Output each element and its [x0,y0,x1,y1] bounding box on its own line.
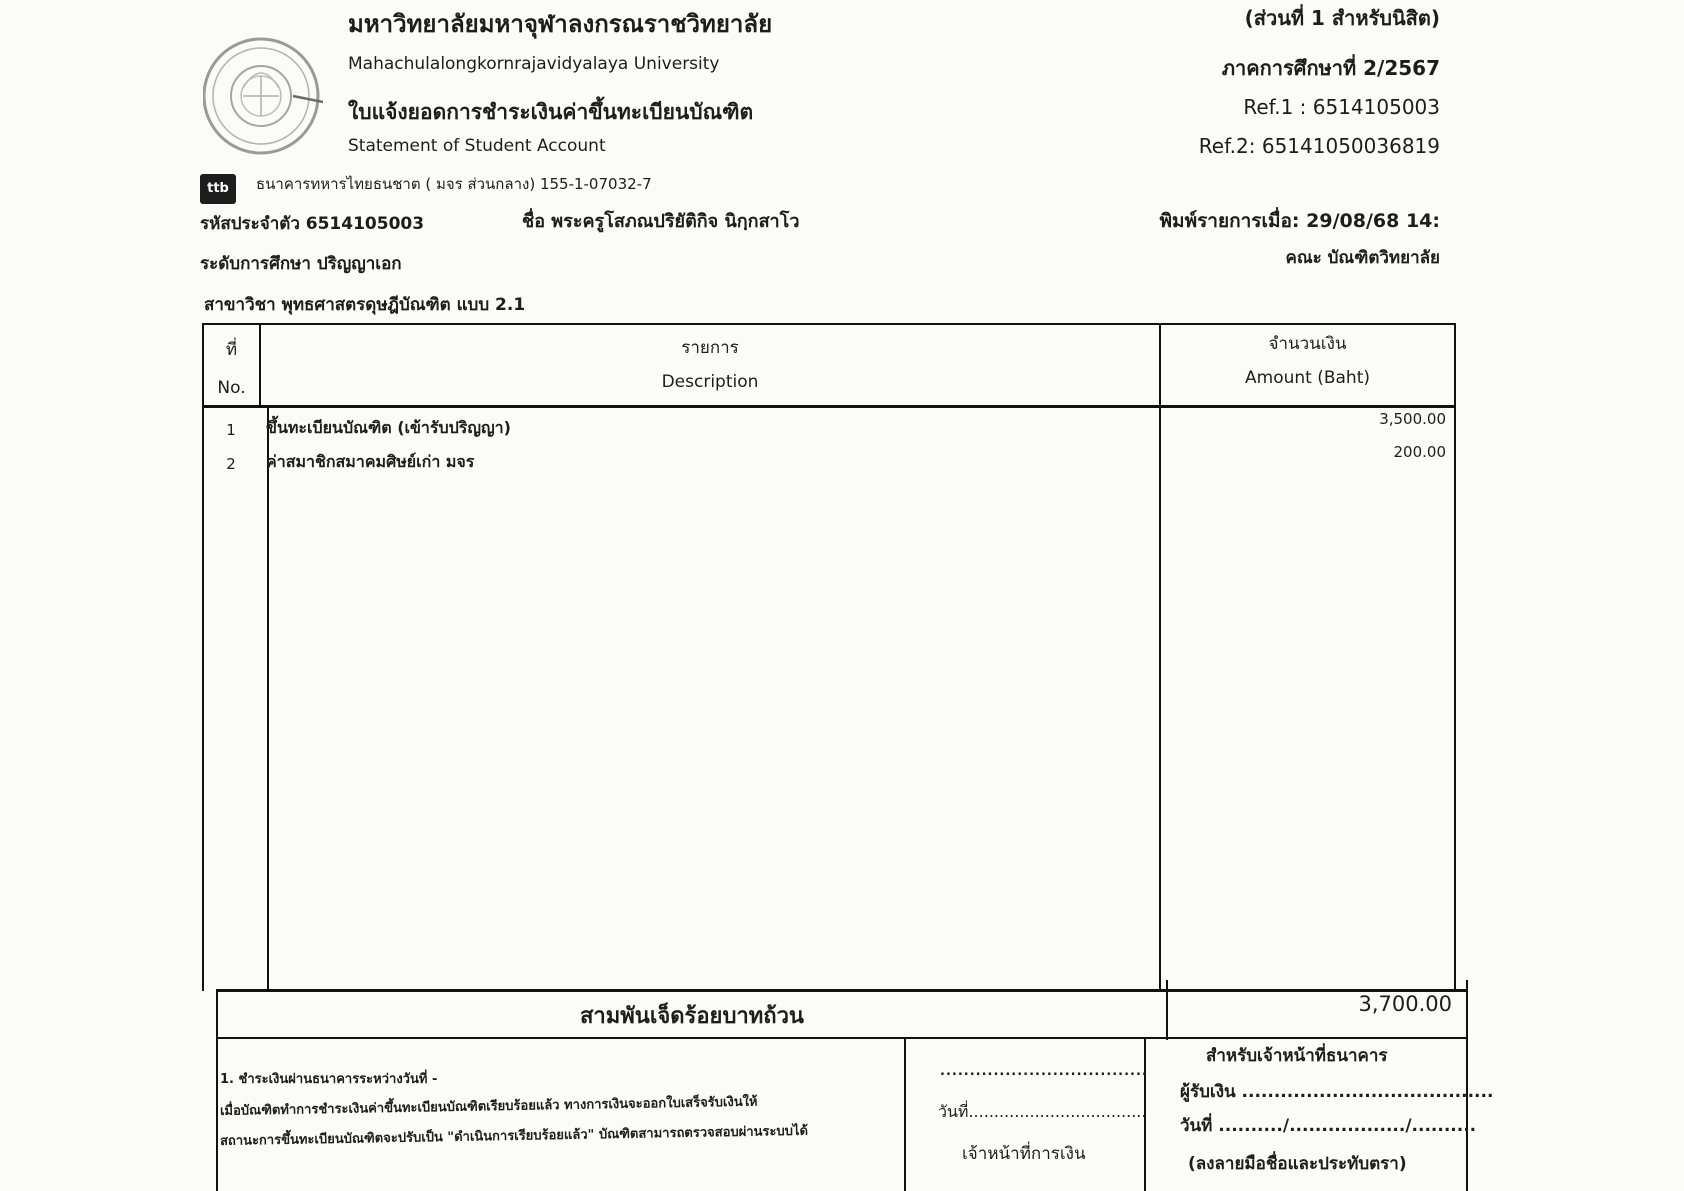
finance-date-line: วันที่................................... [938,1102,1147,1121]
student-name: ชื่อ พระครูโสภณปริยัติกิจ นิกฺกสาโว [522,211,800,232]
reference-1: Ref.1 : 6514105003 [1243,95,1440,119]
academic-term: ภาคการศึกษาที่ 2/2567 [1221,56,1440,80]
bank-signature-instruction: (ลงลายมือชื่อและประทับตรา) [1188,1154,1407,1174]
payment-note-1: 1. ชำระเงินผ่านธนาคารระหว่างวันที่ - [220,1072,438,1087]
finance-signature-line: ................................... [940,1064,1148,1079]
major-program: สาขาวิชา พุทธศาสตรดุษฎีบัณฑิต แบบ 2.1 [204,295,526,315]
row-amount: 200.00 [1393,443,1446,461]
column-header-amount: Amount (Baht) [1245,368,1370,388]
university-name-thai: มหาวิทยาลัยมหาจุฬาลงกรณราชวิทยาลัย [348,9,773,38]
total-in-words: สามพันเจ็ดร้อยบาทถ้วน [580,1003,804,1029]
university-name-english: Mahachulalongkornrajavidyalaya University [348,54,720,74]
bank-account-line: ธนาคารทหารไทยธนชาต ( มจร ส่วนกลาง) 155-1-07032-7 [256,175,652,193]
education-level: ระดับการศึกษา ปริญญาเอก [200,254,402,274]
payment-note-3: สถานะการขึ้นทะเบียนบัณฑิตจะปรับเป็น "ดำเนินการเรียบร้อยแล้ว" บัณฑิตสามารถตรวจสอบผ่านระบบได้ [219,1123,809,1149]
column-header-no-thai: ที่ [225,340,238,360]
column-header-description: Description [661,372,759,392]
university-seal-logo [203,18,323,163]
payment-note-2: เมื่อบัณฑิตทำการชำระเงินค่าขึ้นทะเบียนบัณฑิตเรียบร้อยแล้ว ทางการเงินจะออกใบเสร็จรับเงินให้ [219,1094,758,1119]
faculty: คณะ บัณฑิตวิทยาลัย [1285,248,1440,268]
student-id: รหัสประจำตัว 6514105003 [200,214,425,234]
row-description: ขึ้นทะเบียนบัณฑิต (เข้ารับปริญญา) [266,418,511,437]
row-description: ค่าสมาชิกสมาคมศิษย์เก่า มจร [266,452,475,471]
row-number: 2 [226,455,236,473]
bank-officer-title: สำหรับเจ้าหน้าที่ธนาคาร [1206,1046,1388,1066]
total-amount: 3,700.00 [1358,992,1452,1016]
column-header-description-thai: รายการ [681,338,739,358]
finance-officer-label: เจ้าหน้าที่การเงิน [962,1144,1086,1164]
reference-2: Ref.2: 65141050036819 [1198,134,1440,158]
bank-date-line: วันที่ ........../................../.......... [1180,1116,1477,1136]
printed-timestamp: พิมพ์รายการเมื่อ: 29/08/68 14: [1159,210,1440,232]
bank-receiver-line: ผู้รับเงิน ....................................... [1180,1082,1494,1102]
bank-logo: ttb [200,174,236,204]
column-header-no: No. [217,378,246,398]
row-number: 1 [226,421,236,439]
row-amount: 3,500.00 [1379,410,1446,428]
statement-title-thai: ใบแจ้งยอดการชำระเงินค่าขึ้นทะเบียนบัณฑิต [348,99,754,124]
statement-title-english: Statement of Student Account [348,136,606,156]
column-header-amount-thai: จำนวนเงิน [1268,334,1347,354]
document-part-label: (ส่วนที่ 1 สำหรับนิสิต) [1244,6,1440,30]
